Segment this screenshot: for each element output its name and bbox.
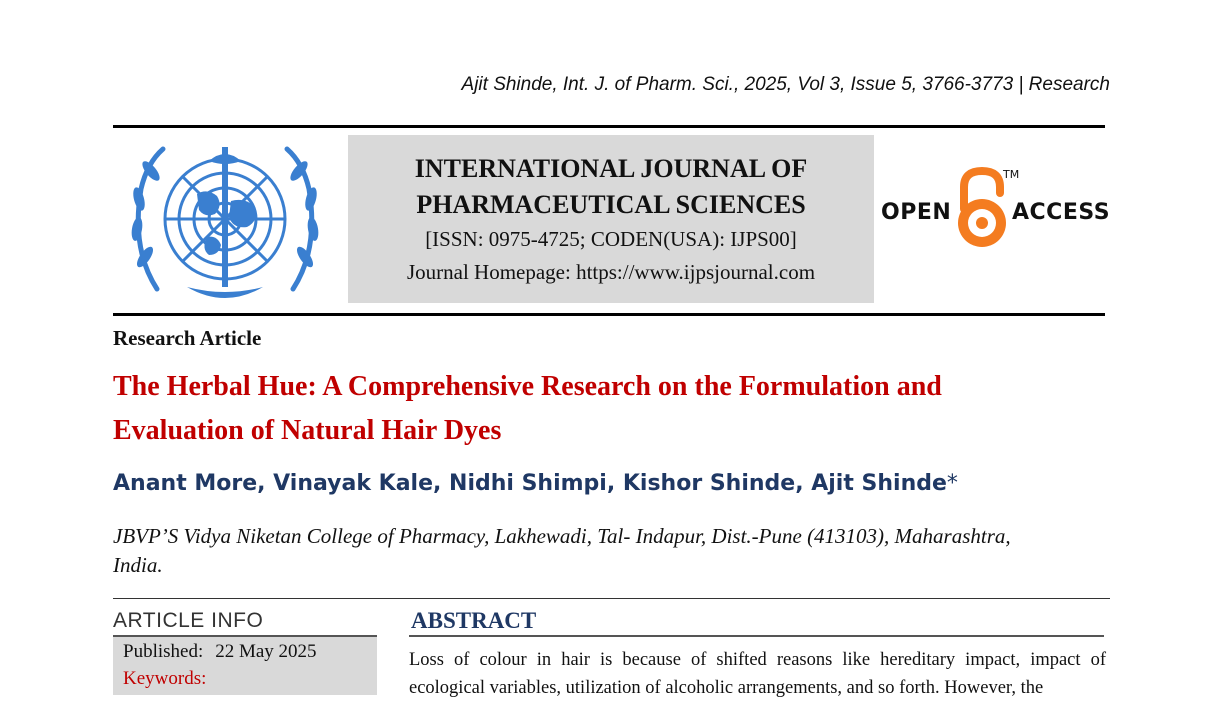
running-head: Ajit Shinde, Int. J. of Pharm. Sci., 2025, Vol 3, Issue 5, 3766-3773 | Research [461, 74, 1110, 95]
bottom-rule [113, 313, 1105, 316]
title-line1: The Herbal Hue: A Comprehensive Research on the Formulation and [113, 371, 942, 402]
authors-text: Anant More, Vinayak Kale, Nidhi Shimpi, Kishor Shinde, Ajit Shinde [113, 471, 947, 496]
published-label: Published: [123, 641, 204, 662]
open-text: OPEN [881, 200, 952, 225]
abstract-heading: ABSTRACT [411, 608, 537, 633]
affiliation [113, 522, 1103, 580]
author-list [113, 471, 958, 496]
un-emblem-icon [127, 139, 323, 305]
journal-name-line2: PHARMACEUTICAL SCIENCES [416, 190, 806, 219]
affiliation-line1: JBVP’S Vidya Niketan College of Pharmacy, Lakhewadi, Tal- Indapur, Dist.-Pune (413103), Maharashtra, [113, 524, 1011, 548]
affiliation-line2: India. [113, 553, 163, 577]
title-line2: Evaluation of Natural Hair Dyes [113, 415, 502, 446]
journal-masthead [348, 135, 874, 303]
trademark-mark: TM [1003, 168, 1020, 181]
abstract-text: Loss of colour in hair is because of shifted reasons like hereditary impact, impact of ecological variables, utilization of alcoholic arrangements, and so forth. However, the [409, 650, 1106, 698]
journal-name-line1: INTERNATIONAL JOURNAL OF [414, 154, 808, 183]
top-rule [113, 125, 1105, 128]
access-text: ACCESS [1012, 200, 1111, 225]
article-info-panel [113, 637, 377, 695]
published-date: 22 May 2025 [215, 641, 317, 662]
open-access-logo [880, 165, 1111, 253]
article-info-heading: ARTICLE INFO [113, 609, 264, 632]
info-divider [113, 598, 1110, 599]
article-type: Research Article [113, 326, 262, 350]
issn-line: [ISSN: 0975-4725; CODEN(USA): IJPS00] [425, 227, 797, 251]
keywords-label: Keywords: [123, 668, 207, 689]
journal-homepage[interactable]: Journal Homepage: https://www.ijpsjournal.com [406, 260, 816, 284]
article-title [113, 365, 1113, 453]
corresponding-author-mark: * [946, 471, 958, 496]
published-row [123, 641, 317, 663]
abstract-underline [409, 635, 1104, 637]
